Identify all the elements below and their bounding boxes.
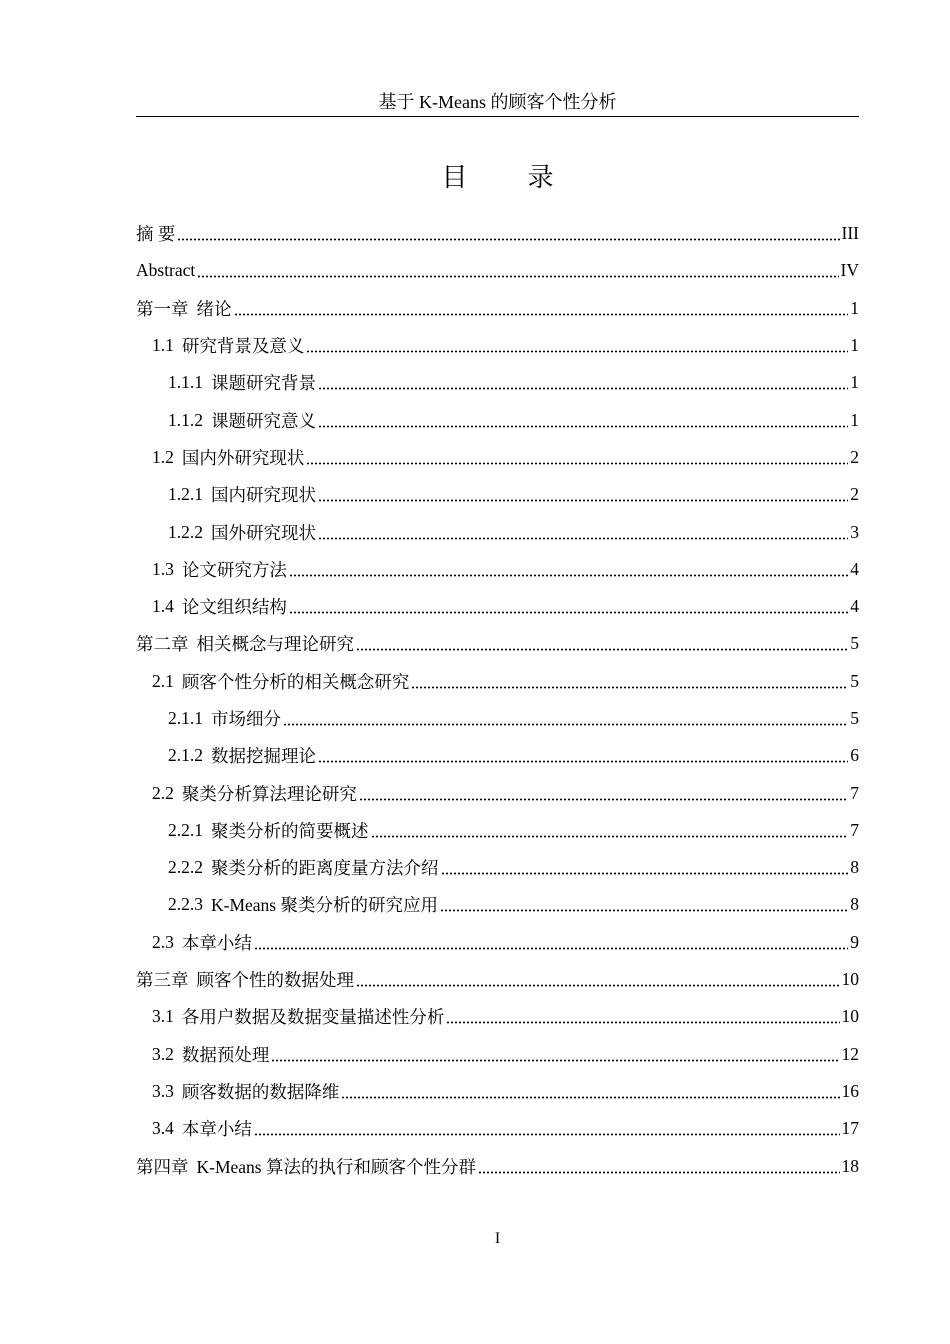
toc-entry-number: 3.3 bbox=[152, 1080, 174, 1101]
toc-entry-title: 数据挖掘理论 bbox=[211, 746, 316, 767]
toc-dot-leader bbox=[306, 462, 848, 465]
toc-entry-number: 1.2.2 bbox=[168, 521, 203, 542]
toc-entry[interactable] bbox=[136, 737, 859, 774]
toc-entry-page: 18 bbox=[841, 1155, 859, 1176]
toc-entry-title: Abstract bbox=[136, 260, 196, 281]
toc-entry-title: 研究背景及意义 bbox=[181, 336, 305, 357]
toc-entry[interactable] bbox=[136, 998, 859, 1035]
toc-entry-page: 2 bbox=[850, 446, 859, 467]
toc-entry-page: 5 bbox=[850, 708, 859, 728]
toc-entry-number: 2.1.1 bbox=[168, 708, 203, 728]
toc-entry-title: 顾客个性分析的相关概念研究 bbox=[181, 671, 410, 692]
toc-entry-page: IV bbox=[840, 260, 859, 281]
toc-entry[interactable] bbox=[136, 700, 859, 737]
toc-entry-title: 课题研究背景 bbox=[211, 373, 316, 394]
toc-dot-leader bbox=[441, 872, 849, 875]
toc-entry-number: 1.1.2 bbox=[168, 409, 203, 430]
toc-entry-page: 4 bbox=[850, 596, 859, 617]
toc-entry-page: 7 bbox=[850, 782, 859, 803]
toc-dot-leader bbox=[446, 1021, 839, 1024]
toc-title-char: 目 bbox=[441, 163, 468, 192]
toc-entry-page: 1 bbox=[850, 335, 859, 356]
toc-entry[interactable] bbox=[136, 290, 859, 327]
toc-entry-title: 绪论 bbox=[196, 298, 232, 319]
toc-dot-leader bbox=[318, 425, 848, 428]
toc-entry-page: 5 bbox=[850, 670, 859, 691]
toc-dot-leader bbox=[289, 574, 848, 577]
toc-entry-page: 12 bbox=[841, 1043, 859, 1064]
toc-dot-leader bbox=[234, 313, 849, 316]
toc-entry-title: 摘 要 bbox=[136, 224, 176, 245]
toc-entry-number: 2.1 bbox=[152, 670, 174, 691]
toc-entry-number: 1.2.1 bbox=[168, 484, 203, 505]
toc-entry-page: 5 bbox=[850, 633, 859, 654]
toc-entry-title: 国内研究现状 bbox=[211, 485, 316, 506]
toc-entry-number: 2.1.2 bbox=[168, 745, 203, 766]
toc-entry[interactable] bbox=[136, 886, 859, 923]
toc-dot-leader bbox=[356, 984, 840, 987]
toc-entry-number: 2.2.1 bbox=[168, 819, 203, 840]
toc-entry-page: 2 bbox=[850, 484, 859, 505]
running-header: 基于 K-Means 的顾客个性分析 bbox=[378, 92, 617, 112]
toc-entry[interactable] bbox=[136, 513, 859, 550]
toc-entry-page: 1 bbox=[850, 409, 859, 430]
toc-entry[interactable] bbox=[136, 1110, 859, 1147]
header-rule bbox=[136, 116, 859, 117]
toc-entry-title: 论文研究方法 bbox=[181, 559, 287, 580]
toc-dot-leader bbox=[371, 835, 849, 838]
toc-entry-title: 各用户数据及数据变量描述性分析 bbox=[181, 1007, 445, 1028]
toc-entry[interactable] bbox=[136, 849, 859, 886]
toc-entry-title: 相关概念与理论研究 bbox=[196, 634, 354, 655]
toc-entry-title: 顾客个性的数据处理 bbox=[196, 970, 354, 991]
toc-entry-page: 10 bbox=[841, 969, 859, 990]
toc-entry[interactable] bbox=[136, 364, 859, 401]
toc-dot-leader bbox=[318, 760, 848, 763]
toc-entry-title: 国内外研究现状 bbox=[181, 447, 305, 468]
toc-dot-leader bbox=[271, 1059, 839, 1062]
toc-entry-title: 课题研究意义 bbox=[211, 410, 316, 431]
toc-entry-title: K-Means 聚类分析的研究应用 bbox=[211, 895, 438, 916]
toc-entry-title: 本章小结 bbox=[181, 932, 252, 953]
toc-entry-page: 7 bbox=[850, 819, 859, 840]
toc-entry-title: 聚类分析的简要概述 bbox=[211, 820, 369, 841]
toc-entry-title: 数据预处理 bbox=[181, 1044, 270, 1065]
toc-dot-leader bbox=[254, 947, 848, 950]
toc-entry[interactable] bbox=[136, 551, 859, 588]
toc-entry-number: 第二章 bbox=[136, 634, 189, 655]
toc-entry-number: 1.3 bbox=[152, 558, 174, 579]
toc-entry[interactable] bbox=[136, 1036, 859, 1073]
toc-dot-leader bbox=[478, 1171, 840, 1174]
toc-entry[interactable] bbox=[136, 812, 859, 849]
toc-entry-page: 3 bbox=[850, 521, 859, 542]
toc-entry-page: III bbox=[841, 223, 859, 244]
toc-dot-leader bbox=[440, 909, 848, 912]
toc-entry[interactable] bbox=[136, 663, 859, 700]
toc-entry-title: 市场细分 bbox=[211, 709, 281, 729]
toc-dot-leader bbox=[177, 238, 839, 241]
table-of-contents bbox=[136, 215, 859, 1185]
toc-entry-page: 9 bbox=[850, 931, 859, 952]
page-number: I bbox=[494, 1230, 501, 1247]
toc-entry[interactable] bbox=[136, 961, 859, 998]
toc-dot-leader bbox=[318, 499, 848, 502]
toc-entry-number: 1.1 bbox=[152, 335, 174, 356]
toc-dot-leader bbox=[254, 1133, 840, 1136]
toc-dot-leader bbox=[411, 686, 848, 689]
toc-entry-number: 3.4 bbox=[152, 1118, 174, 1139]
toc-entry[interactable] bbox=[136, 774, 859, 811]
toc-entry-page: 8 bbox=[850, 894, 859, 915]
toc-entry-title: 国外研究现状 bbox=[211, 522, 316, 543]
toc-entry-title: 论文组织结构 bbox=[181, 597, 287, 618]
toc-entry-title: 顾客数据的数据降维 bbox=[181, 1081, 340, 1102]
toc-dot-leader bbox=[359, 798, 848, 801]
toc-entry-page: 8 bbox=[850, 857, 859, 878]
toc-dot-leader bbox=[356, 648, 848, 651]
toc-entry-number: 2.2.3 bbox=[168, 894, 203, 915]
toc-entry[interactable] bbox=[136, 588, 859, 625]
toc-entry-number: 2.3 bbox=[152, 931, 174, 952]
toc-dot-leader bbox=[318, 387, 848, 390]
toc-entry-title: K-Means 算法的执行和顾客个性分群 bbox=[196, 1156, 476, 1177]
toc-entry-title: 聚类分析算法理论研究 bbox=[181, 783, 357, 804]
toc-entry-page: 6 bbox=[850, 745, 859, 766]
toc-dot-leader bbox=[318, 537, 848, 540]
toc-dot-leader bbox=[197, 275, 838, 278]
toc-entry-number: 第四章 bbox=[136, 1156, 189, 1177]
toc-entry-page: 17 bbox=[841, 1118, 859, 1139]
toc-entry[interactable] bbox=[136, 924, 859, 961]
toc-entry-page: 1 bbox=[850, 372, 859, 393]
toc-entry-number: 1.4 bbox=[152, 596, 174, 617]
toc-entry[interactable] bbox=[136, 625, 859, 662]
toc-entry[interactable] bbox=[136, 476, 859, 513]
toc-dot-leader bbox=[306, 350, 848, 353]
toc-entry[interactable] bbox=[136, 1147, 859, 1184]
toc-entry-page: 4 bbox=[850, 558, 859, 579]
toc-entry[interactable] bbox=[136, 252, 859, 289]
toc-entry-number: 1.2 bbox=[152, 446, 174, 467]
toc-title-char: 录 bbox=[527, 163, 554, 192]
toc-entry-number: 第三章 bbox=[136, 970, 189, 991]
toc-entry-page: 16 bbox=[841, 1080, 859, 1101]
toc-entry-title: 本章小结 bbox=[181, 1119, 252, 1140]
toc-entry-page: 1 bbox=[850, 297, 859, 318]
toc-entry-number: 3.2 bbox=[152, 1043, 174, 1064]
toc-entry-number: 3.1 bbox=[152, 1006, 174, 1027]
toc-entry[interactable] bbox=[136, 1073, 859, 1110]
toc-entry-number: 1.1.1 bbox=[168, 372, 203, 393]
toc-entry-number: 第一章 bbox=[136, 298, 189, 319]
toc-dot-leader bbox=[283, 723, 848, 726]
toc-dot-leader bbox=[341, 1096, 839, 1099]
toc-entry-page: 10 bbox=[841, 1006, 859, 1027]
toc-entry[interactable] bbox=[136, 439, 859, 476]
toc-dot-leader bbox=[289, 611, 848, 614]
toc-entry-number: 2.2.2 bbox=[168, 857, 203, 878]
toc-entry[interactable] bbox=[136, 401, 859, 438]
toc-entry[interactable] bbox=[136, 327, 859, 364]
toc-entry-title: 聚类分析的距离度量方法介绍 bbox=[211, 858, 439, 879]
toc-title bbox=[136, 160, 859, 196]
toc-entry[interactable] bbox=[136, 215, 859, 252]
toc-entry-number: 2.2 bbox=[152, 782, 174, 803]
